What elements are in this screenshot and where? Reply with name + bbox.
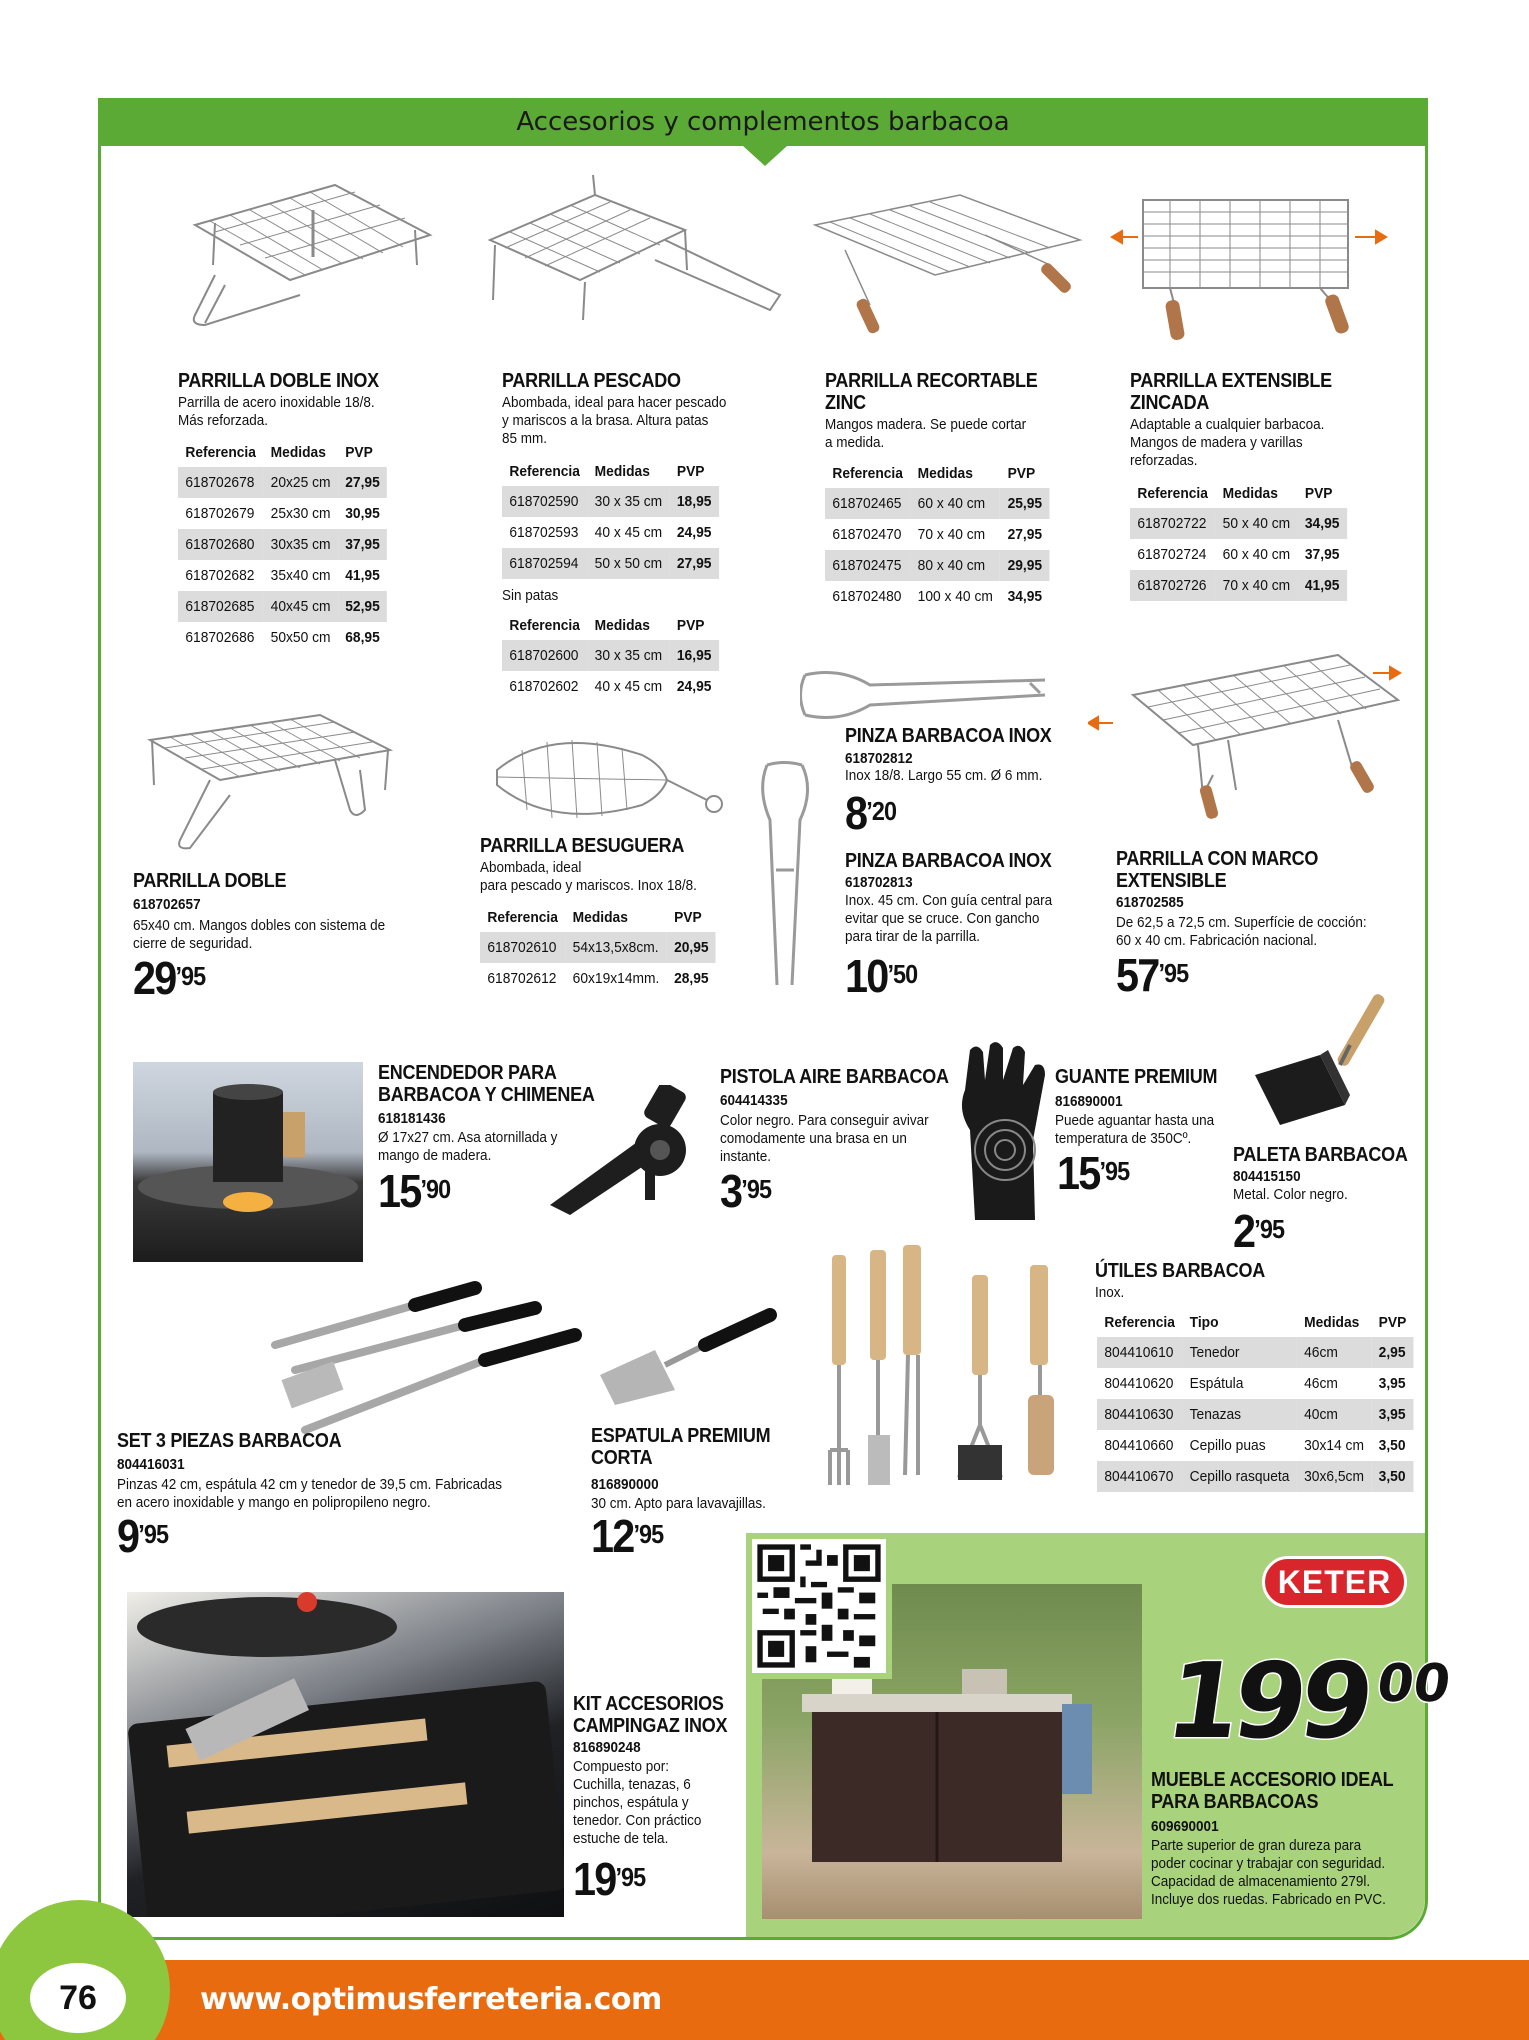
parrilla-recortable-desc: Mangos madera. Se puede cortar a medida. [825, 416, 1027, 451]
price-int: 57 [1116, 949, 1159, 1001]
parrilla-doble-inox-desc: Parrilla de acero inoxidable 18/8. Más reforzada. [178, 394, 375, 429]
kit-campingaz-title: KIT ACCESORIOS CAMPINGAZ INOX [573, 1693, 728, 1737]
col-referencia: Referencia [1104, 1313, 1175, 1331]
col-medidas: Medidas [594, 616, 650, 634]
table-row [825, 488, 1049, 519]
cell-price: 28,95 [674, 970, 709, 987]
website-link[interactable]: www.optimusferreteria.com [200, 1982, 662, 2017]
pinza-barbacoa-inox-1-title: PINZA BARBACOA INOX [845, 725, 1052, 747]
paleta-ref: 804415150 [1233, 1168, 1301, 1185]
encendedor-title: ENCENDEDOR PARA BARBACOA Y CHIMENEA [378, 1062, 595, 1106]
cell-size: 40x45 cm [263, 591, 338, 622]
price-dec: ’95 [633, 1519, 664, 1549]
col-referencia: Referencia [487, 908, 558, 926]
espatula-premium-image [595, 1305, 785, 1410]
page-number: 76 [30, 1963, 126, 2033]
table-row [502, 517, 719, 548]
col-medidas: Medidas [1222, 484, 1278, 502]
cell-size: 100 x 40 cm [917, 588, 993, 605]
table-row [178, 498, 387, 529]
cell-size: 80 x 40 cm [910, 550, 1000, 581]
parrilla-con-marco-image [1088, 645, 1408, 830]
chimney-starter-icon [133, 1062, 363, 1262]
set-3-piezas-image [245, 1270, 590, 1445]
cell-ref: 618702726 [1130, 570, 1215, 601]
cell-type: Cepillo rasqueta [1182, 1461, 1296, 1492]
pinza-barbacoa-inox-2-price [845, 950, 918, 1002]
cell-size: 60x19x14mm. [572, 970, 660, 987]
table-row [480, 963, 716, 994]
guante-title: GUANTE PREMIUM [1055, 1066, 1218, 1088]
cell-price: 52,95 [338, 591, 387, 622]
cell-price: 68,95 [345, 629, 380, 646]
pinza-barbacoa-inox-1-desc: Inox 18/8. Largo 55 cm. Ø 6 mm. [845, 767, 1043, 784]
utiles-barbacoa-title: ÚTILES BARBACOA [1095, 1260, 1265, 1282]
pistola-aire-title: PISTOLA AIRE BARBACOA [720, 1066, 949, 1088]
cell-ref: 804410620 [1104, 1375, 1174, 1392]
cell-size: 46cm [1297, 1337, 1372, 1368]
paleta-price [1233, 1205, 1285, 1257]
parrilla-pescado-title: PARRILLA PESCADO [502, 370, 681, 392]
cell-size: 46cm [1304, 1375, 1338, 1392]
price-dec: ’95 [1099, 1156, 1130, 1186]
cell-ref: 618702465 [825, 488, 910, 519]
parrilla-con-marco-desc: De 62,5 a 72,5 cm. Superfície de cocción: 60 x 40 cm. Fabricación nacional. [1116, 914, 1367, 949]
pinza-barbacoa-inox-2-ref: 618702813 [845, 874, 913, 891]
price-dec: ’95 [138, 1519, 169, 1549]
cell-ref: 804410630 [1097, 1399, 1182, 1430]
cell-size: 60 x 40 cm [910, 488, 1000, 519]
price-int: 29 [133, 952, 176, 1004]
col-medidas: Medidas [594, 462, 650, 480]
mueble-ref: 609690001 [1151, 1818, 1219, 1835]
cell-size: 20x25 cm [263, 467, 338, 498]
table-row [825, 519, 1049, 550]
cell-ref: 618702475 [825, 550, 910, 581]
cell-price: 16,95 [670, 640, 719, 671]
parrilla-recortable-title: PARRILLA RECORTABLE ZINC [825, 370, 1038, 414]
pinza-horizontal-image [800, 665, 1050, 725]
cell-size: 70 x 40 cm [1215, 570, 1297, 601]
cell-ref: 618702724 [1137, 546, 1207, 563]
set-3-piezas-ref: 804416031 [117, 1456, 185, 1473]
paleta-title: PALETA BARBACOA [1233, 1144, 1408, 1166]
cell-price: 27,95 [670, 548, 719, 579]
cell-price: 30,95 [345, 505, 380, 522]
parrilla-doble-title: PARRILLA DOBLE [133, 870, 287, 892]
cell-price: 3,50 [1371, 1461, 1413, 1492]
cell-ref: 618702480 [832, 588, 902, 605]
encendedor-photo [133, 1062, 363, 1262]
sin-patas-label: Sin patas [502, 587, 559, 604]
cell-ref: 618702610 [480, 932, 565, 963]
table-row [1097, 1430, 1414, 1461]
cell-ref: 618702600 [502, 640, 587, 671]
col-pvp: PVP [1304, 484, 1333, 502]
parrilla-extensible-desc: Adaptable a cualquier barbacoa. Mangos de madera y varillas reforzadas. [1130, 416, 1325, 469]
cell-ref: 618702612 [487, 970, 557, 987]
utiles-barbacoa-table [1097, 1307, 1414, 1492]
table-row [1130, 570, 1347, 601]
kit-campingaz-desc: Compuesto por: Cuchilla, tenazas, 6 pinchos, espátula y tenedor. Con práctico estuche de tela. [573, 1758, 702, 1847]
cell-price: 41,95 [345, 567, 380, 584]
parrilla-recortable-table [825, 458, 1049, 612]
col-pvp: PVP [345, 443, 373, 461]
cell-ref: 618702602 [509, 678, 579, 695]
cell-price: 2,95 [1371, 1337, 1413, 1368]
cell-size: 60 x 40 cm [1222, 546, 1291, 563]
price-dec: ’20 [866, 796, 897, 826]
parrilla-doble-ref: 618702657 [133, 896, 201, 913]
price-int: 19 [573, 1853, 616, 1905]
section-header: Accesorios y complementos barbacoa [98, 98, 1428, 146]
kit-campingaz-price [573, 1853, 646, 1905]
parrilla-pescado-sin-patas-table [502, 610, 719, 702]
pinza-barbacoa-inox-1-price [845, 787, 897, 839]
cell-ref: 618702686 [185, 629, 255, 646]
price-int: 9 [117, 1510, 139, 1562]
paleta-desc: Metal. Color negro. [1233, 1186, 1348, 1203]
cell-size: 50 x 50 cm [587, 548, 669, 579]
parrilla-pescado-image [485, 170, 785, 335]
table-row [825, 581, 1049, 612]
cell-price: 27,95 [1007, 526, 1043, 543]
parrilla-besuguera-title: PARRILLA BESUGUERA [480, 835, 685, 857]
cell-size: 30 x 35 cm [587, 486, 669, 517]
cell-price: 34,95 [1007, 588, 1043, 605]
table-row [1097, 1337, 1414, 1368]
header-notch [743, 146, 787, 166]
pinza-barbacoa-inox-2-title: PINZA BARBACOA INOX [845, 850, 1052, 872]
guante-price [1057, 1147, 1130, 1199]
kit-campingaz-photo [127, 1592, 564, 1917]
cell-price: 29,95 [1000, 550, 1049, 581]
table-row [502, 548, 719, 579]
encendedor-ref: 618181436 [378, 1110, 446, 1127]
cell-ref: 804410660 [1104, 1437, 1174, 1454]
espatula-premium-ref: 816890000 [591, 1476, 659, 1493]
cell-ref: 618702685 [178, 591, 263, 622]
parrilla-besuguera-table [480, 902, 716, 994]
parrilla-besuguera-image [492, 730, 727, 830]
table-row [1130, 508, 1347, 539]
table-row [178, 622, 387, 653]
parrilla-con-marco-price [1116, 949, 1189, 1001]
cell-ref: 618702722 [1130, 508, 1215, 539]
utiles-barbacoa-desc: Inox. [1095, 1284, 1125, 1301]
parrilla-doble-desc: 65x40 cm. Mangos dobles con sistema de cierre de seguridad. [133, 917, 386, 952]
cell-size: 35x40 cm [270, 567, 331, 584]
price-dec: 00 [1373, 1654, 1455, 1714]
cell-type: Espátula [1189, 1375, 1244, 1392]
col-referencia: Referencia [509, 616, 580, 634]
col-referencia: Referencia [185, 443, 256, 461]
price-int: 2 [1233, 1205, 1255, 1257]
price-dec: ’50 [887, 959, 918, 989]
cell-type: Tenazas [1182, 1399, 1296, 1430]
pistola-aire-image [530, 1085, 700, 1220]
price-int: 8 [845, 787, 867, 839]
cell-price: 27,95 [338, 467, 387, 498]
price-int: 15 [378, 1165, 421, 1217]
price-dec: ’95 [741, 1174, 772, 1204]
price-int: 15 [1057, 1147, 1100, 1199]
cell-type: Cepillo puas [1189, 1437, 1266, 1454]
cell-price: 41,95 [1298, 570, 1347, 601]
cell-type: Tenedor [1182, 1337, 1296, 1368]
cell-price: 25,95 [1000, 488, 1049, 519]
cell-size: 30x6,5cm [1297, 1461, 1372, 1492]
table-row [480, 932, 716, 963]
cell-price: 24,95 [676, 678, 712, 695]
cell-price: 34,95 [1298, 508, 1347, 539]
mueble-title: MUEBLE ACCESORIO IDEAL PARA BARBACOAS [1151, 1769, 1394, 1813]
price-dec: ’95 [175, 961, 206, 991]
espatula-premium-title: ESPATULA PREMIUM CORTA [591, 1425, 771, 1469]
cell-price: 3,95 [1371, 1399, 1413, 1430]
parrilla-extensible-image [1110, 192, 1390, 352]
pistola-aire-price [720, 1165, 772, 1217]
col-pvp: PVP [1007, 464, 1036, 482]
cell-size: 50 x 40 cm [1215, 508, 1297, 539]
price-int: 199 [1159, 1640, 1376, 1762]
cell-size: 30x35 cm [263, 529, 338, 560]
cell-ref: 618702594 [502, 548, 587, 579]
cell-size: 30 x 35 cm [587, 640, 669, 671]
table-row [502, 486, 719, 517]
parrilla-con-marco-ref: 618702585 [1116, 894, 1184, 911]
price-int: 12 [591, 1510, 634, 1562]
price-int: 3 [720, 1165, 742, 1217]
espatula-premium-desc: 30 cm. Apto para lavavajillas. [591, 1495, 766, 1512]
table-row [825, 550, 1049, 581]
parrilla-besuguera-desc: Abombada, ideal para pescado y mariscos. Inox 18/8. [480, 859, 697, 894]
col-tipo: Tipo [1189, 1313, 1219, 1331]
cell-price: 3,95 [1378, 1375, 1406, 1392]
cell-size: 30x14 cm [1304, 1437, 1364, 1454]
parrilla-pescado-desc: Abombada, ideal para hacer pescado y mariscos a la brasa. Altura patas 85 mm. [502, 394, 727, 447]
parrilla-doble-image [140, 700, 400, 865]
parrilla-doble-inox-title: PARRILLA DOBLE INOX [178, 370, 379, 392]
cell-ref: 618702679 [185, 505, 255, 522]
price-dec: ’90 [420, 1174, 451, 1204]
cell-ref: 618702678 [178, 467, 263, 498]
table-row [502, 640, 719, 671]
cell-ref: 618702470 [832, 526, 902, 543]
parrilla-doble-price [133, 952, 206, 1004]
pistola-aire-ref: 604414335 [720, 1092, 788, 1109]
cell-size: 40cm [1297, 1399, 1372, 1430]
col-medidas: Medidas [572, 908, 628, 926]
set-3-piezas-title: SET 3 PIEZAS BARBACOA [117, 1430, 342, 1452]
guante-image [955, 1040, 1055, 1225]
parrilla-extensible-table [1130, 478, 1347, 601]
parrilla-recortable-image [810, 180, 1085, 345]
pistola-aire-desc: Color negro. Para conseguir avivar comodamente una brasa en un instante. [720, 1112, 929, 1165]
parrilla-doble-inox-table [178, 437, 387, 653]
cell-size: 25x30 cm [270, 505, 331, 522]
utiles-barbacoa-image [820, 1225, 1090, 1495]
cell-size: 40 x 45 cm [594, 524, 663, 541]
espatula-premium-price [591, 1510, 664, 1562]
kit-campingaz-ref: 816890248 [573, 1739, 641, 1756]
col-pvp: PVP [676, 462, 705, 480]
qr-code[interactable] [746, 1533, 892, 1679]
guante-desc: Puede aguantar hasta una temperatura de 350Cº. [1055, 1112, 1215, 1147]
price-int: 10 [845, 950, 888, 1002]
col-referencia: Referencia [832, 464, 903, 482]
cell-ref: 618702682 [185, 567, 255, 584]
parrilla-pescado-table [502, 456, 719, 579]
table-row [1097, 1399, 1414, 1430]
pinza-barbacoa-inox-1-ref: 618702812 [845, 750, 913, 767]
pinza-barbacoa-inox-2-desc: Inox. 45 cm. Con guía central para evitar que se cruce. Con gancho para tirar de la parrilla. [845, 892, 1053, 945]
pinza-vertical-image [752, 760, 822, 995]
cell-size: 70 x 40 cm [917, 526, 986, 543]
cell-size: 40 x 45 cm [594, 678, 663, 695]
col-medidas: Medidas [270, 443, 326, 461]
cell-price: 3,50 [1378, 1437, 1406, 1454]
cell-ref: 804410670 [1097, 1461, 1182, 1492]
guante-ref: 816890001 [1055, 1093, 1123, 1110]
encendedor-desc: Ø 17x27 cm. Asa atornillada y mango de madera. [378, 1129, 558, 1164]
encendedor-price [378, 1165, 451, 1217]
keter-logo: KETER [1262, 1556, 1407, 1608]
price-dec: ’95 [615, 1862, 646, 1892]
parrilla-con-marco-title: PARRILLA CON MARCO EXTENSIBLE [1116, 848, 1319, 892]
parrilla-doble-inox-image [185, 165, 435, 340]
price-dec: ’95 [1158, 958, 1189, 988]
cell-price: 20,95 [667, 932, 716, 963]
mueble-desc: Parte superior de gran dureza para poder cocinar y trabajar con seguridad. Capacidad de almacenamiento 279l. Incluye dos ruedas. Fabricado en PVC. [1151, 1837, 1386, 1908]
table-row [502, 671, 719, 702]
paleta-image [1250, 985, 1410, 1135]
parrilla-extensible-title: PARRILLA EXTENSIBLE ZINCADA [1130, 370, 1332, 414]
cell-ref: 804410610 [1097, 1337, 1182, 1368]
table-row [1130, 539, 1347, 570]
cell-price: 37,95 [338, 529, 387, 560]
cell-size: 50x50 cm [270, 629, 331, 646]
col-pvp: PVP [1378, 1313, 1407, 1331]
cell-price: 18,95 [670, 486, 719, 517]
col-pvp: PVP [674, 908, 702, 926]
cell-ref: 618702593 [509, 524, 579, 541]
col-referencia: Referencia [509, 462, 580, 480]
col-medidas: Medidas [1304, 1313, 1360, 1331]
price-dec: ’95 [1254, 1214, 1285, 1244]
cell-price: 37,95 [1304, 546, 1340, 563]
cell-price: 24,95 [676, 524, 712, 541]
qr-code-icon [752, 1539, 886, 1673]
table-row [1097, 1368, 1414, 1399]
table-row [178, 591, 387, 622]
col-medidas: Medidas [917, 464, 973, 482]
mueble-price [1159, 1640, 1456, 1762]
set-3-piezas-desc: Pinzas 42 cm, espátula 42 cm y tenedor de 39,5 cm. Fabricadas en acero inoxidable y mango en polipropileno negro. [117, 1476, 502, 1511]
cell-ref: 618702680 [178, 529, 263, 560]
table-row [178, 560, 387, 591]
cell-ref: 618702590 [502, 486, 587, 517]
col-pvp: PVP [676, 616, 705, 634]
col-referencia: Referencia [1137, 484, 1208, 502]
table-row [178, 529, 387, 560]
tool-case-icon [127, 1592, 564, 1917]
table-row [1097, 1461, 1414, 1492]
table-row [178, 467, 387, 498]
cell-size: 54x13,5x8cm. [565, 932, 666, 963]
set-3-piezas-price [117, 1510, 169, 1562]
